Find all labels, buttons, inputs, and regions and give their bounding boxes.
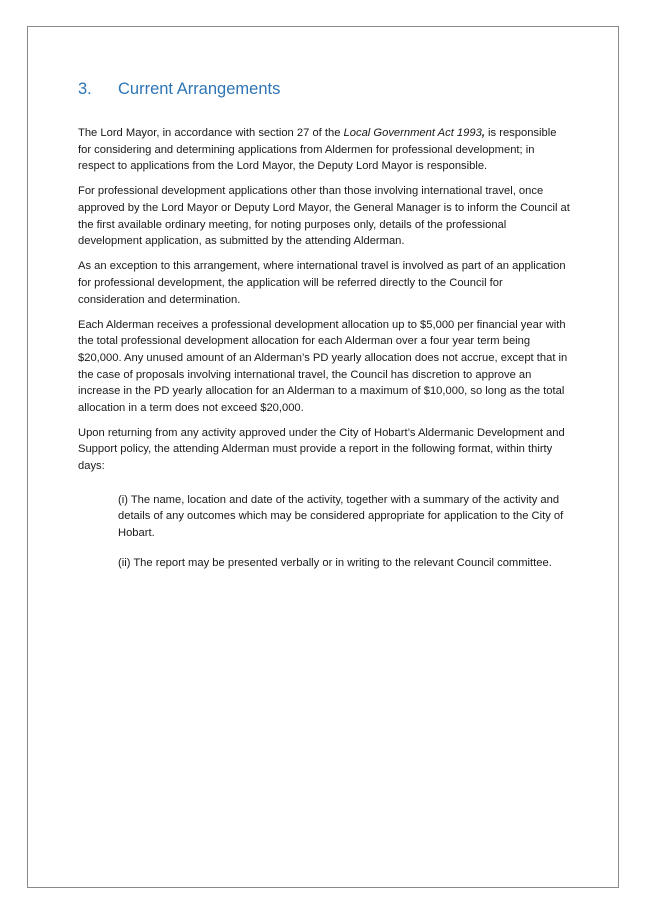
paragraph-application-approval: For professional development applications other than those involving international travel, once approved by the Lord Mayor or Deputy Lord Mayor, the General Manager is to inform the Council at the first available ordinary meeting, for noting purposes only, details of the professional development application, as submitted by the attending Alderman. — [78, 185, 570, 248]
section-heading — [78, 78, 570, 100]
section-title: Current Arrangements — [118, 80, 281, 98]
paragraph-allocation: Each Alderman receives a professional development allocation up to $5,000 per financial year with the total professional development allocation for each Alderman over a four year term being $20,000. Any unused amount of an Alderman’s PD yearly allocation does not accrue, except that in the case of proposals involving international travel, the Council has discretion to approve an increase in the PD yearly allocation for an Alderman to a maximum of $10,000, so long as the total allocation in a term does not exceed $20,000. — [78, 318, 568, 414]
act-name: Local Government Act 1993 — [343, 127, 482, 139]
paragraph-text: is responsible for considering and determining applications from Aldermen for professional development; in respect to applications from the Lord Mayor, the Deputy Lord Mayor is responsible. — [78, 127, 557, 173]
report-item-i: (i) The name, location and date of the activity, together with a summary of the activity and details of any outcomes which may be considered appropriate for application to the City of Hobart. — [118, 493, 564, 539]
paragraph-international-travel: As an exception to this arrangement, where international travel is involved as part of an application for professional development, the application will be referred directly to the Council for consideration and determination. — [78, 260, 566, 306]
document-body — [78, 78, 570, 585]
section-number: 3. — [78, 80, 92, 98]
report-format-list — [118, 492, 570, 572]
paragraph-lord-mayor-responsibility — [78, 125, 570, 175]
paragraph-report-requirement: Upon returning from any activity approved under the City of Hobart’s Aldermanic Development and Support policy, the attending Alderman must provide a report in the following format, within thirty days: — [78, 426, 565, 473]
report-item-ii: (ii) The report may be presented verbally or in writing to the relevant Council committee. — [118, 557, 552, 570]
paragraph-text: The Lord Mayor, in accordance with section 27 of the — [78, 127, 344, 139]
act-comma: , — [481, 127, 485, 139]
